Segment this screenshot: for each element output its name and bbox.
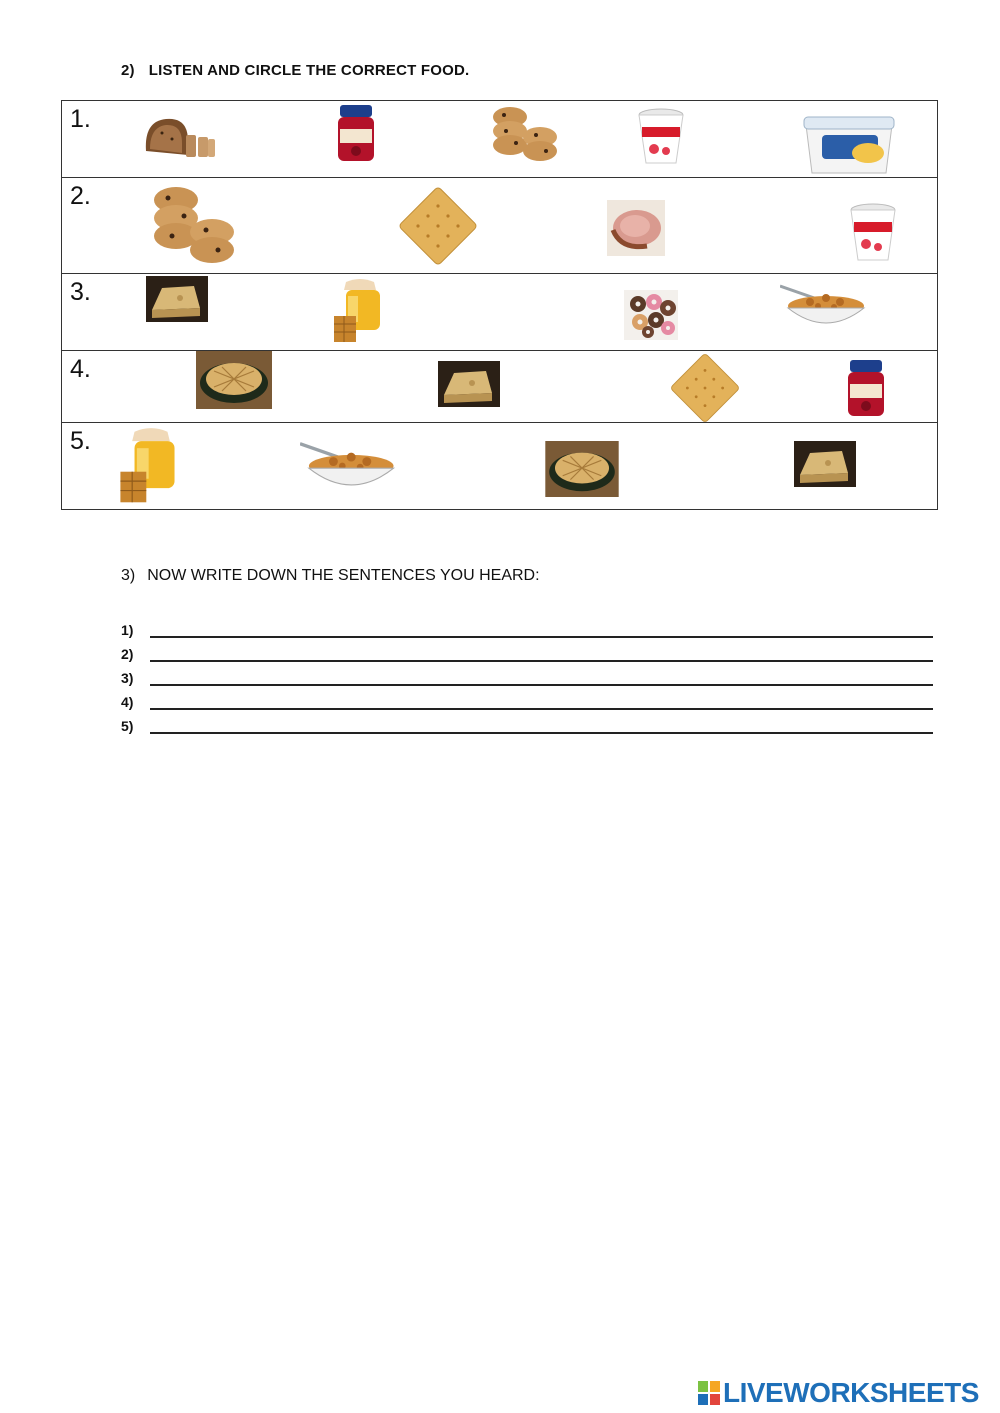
answer-line-3[interactable] [121, 668, 933, 690]
answer-line-number: 3) [121, 670, 134, 686]
row-number: 1. [70, 105, 91, 133]
food-table [61, 100, 938, 510]
answer-line-number: 4) [121, 694, 134, 710]
waffle-icon[interactable] [196, 351, 272, 409]
answer-blank[interactable] [150, 660, 933, 662]
food-row-3 [62, 274, 937, 351]
jam-jar-icon[interactable] [844, 357, 888, 419]
cookies-icon[interactable] [488, 103, 560, 169]
answer-blank[interactable] [150, 636, 933, 638]
answer-line-1[interactable] [121, 620, 933, 642]
yogurt-icon[interactable] [848, 202, 898, 264]
answer-line-2[interactable] [121, 644, 933, 666]
cereal-bowl-icon[interactable] [780, 280, 868, 332]
answer-line-number: 2) [121, 646, 134, 662]
cheese-icon[interactable] [438, 361, 500, 407]
waffle-icon[interactable] [544, 441, 620, 497]
bread-icon[interactable] [142, 111, 216, 159]
food-row-1 [62, 101, 937, 178]
cracker-icon[interactable] [396, 184, 480, 268]
donuts-icon[interactable] [624, 290, 678, 340]
liveworksheets-wordmark: LIVEWORKSHEETS [723, 1377, 979, 1408]
answer-line-4[interactable] [121, 692, 933, 714]
exercise-3-instruction: NOW WRITE DOWN THE SENTENCES YOU HEARD: [147, 567, 540, 584]
honey-icon[interactable] [332, 278, 388, 346]
answer-blank[interactable] [150, 708, 933, 710]
ham-icon[interactable] [607, 200, 665, 256]
yogurt-icon[interactable] [636, 107, 686, 167]
jam-jar-icon[interactable] [334, 103, 378, 163]
answer-line-number: 1) [121, 622, 134, 638]
food-row-5 [62, 423, 937, 509]
row-number: 3. [70, 278, 91, 306]
exercise-2-instruction: LISTEN AND CIRCLE THE CORRECT FOOD. [148, 62, 470, 79]
exercise-3-number: 3) [121, 567, 136, 584]
answer-line-5[interactable] [121, 716, 933, 738]
exercise-2-title [121, 62, 469, 79]
cheese-icon[interactable] [146, 276, 208, 322]
food-row-4 [62, 351, 937, 423]
answer-line-number: 5) [121, 718, 134, 734]
exercise-3-title [121, 567, 540, 585]
exercise-2-number: 2) [121, 62, 135, 79]
row-number: 2. [70, 182, 91, 210]
answer-blank[interactable] [150, 684, 933, 686]
food-row-2 [62, 178, 937, 274]
liveworksheets-mark-icon [698, 1381, 720, 1405]
cookies-icon[interactable] [146, 182, 240, 270]
row-number: 5. [70, 427, 91, 455]
row-number: 4. [70, 355, 91, 383]
butter-tub-icon[interactable] [802, 111, 896, 177]
cereal-bowl-icon[interactable] [300, 437, 398, 495]
cheese-icon[interactable] [794, 441, 856, 487]
cracker-icon[interactable] [668, 351, 742, 425]
honey-icon[interactable] [118, 427, 184, 507]
answer-blank[interactable] [150, 732, 933, 734]
